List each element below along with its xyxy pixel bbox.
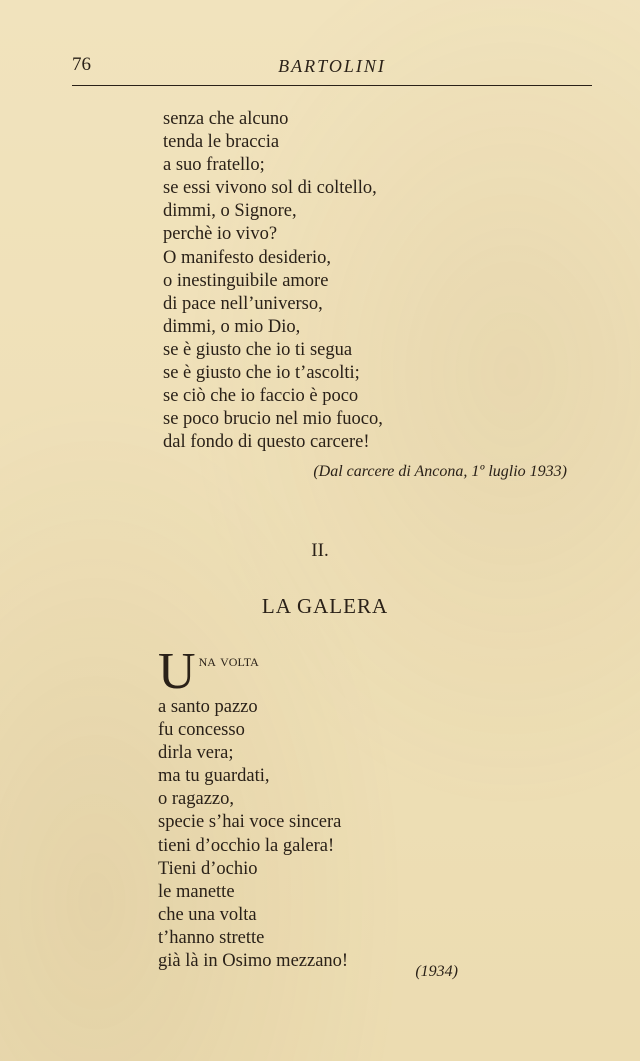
poem-2-text [158, 642, 348, 973]
poem-title: LA GALERA [261, 594, 389, 618]
verse-line: perchè io vivo? [163, 224, 278, 245]
verse-line: se è giusto che io t’ascolti; [163, 363, 360, 384]
verse-line: o ragazzo, [158, 789, 235, 810]
verse-line: se poco brucio nel mio fuoco, [163, 409, 383, 430]
verse-line: t’hanno strette [158, 927, 265, 948]
running-head: BARTOLINI [278, 56, 386, 76]
verse-line: che una volta [158, 904, 257, 925]
verse-line: O manifesto desiderio, [163, 247, 331, 268]
verse-line: le manette [158, 881, 235, 902]
verse-first-line [158, 642, 348, 700]
verse-line: tenda le braccia [163, 132, 280, 153]
verse-line: se ciò che io faccio è poco [163, 386, 359, 407]
verse-line: specie s’hai voce sincera [158, 812, 342, 833]
verse-remaining-lines [158, 696, 348, 973]
verse-line-opening: na volta [198, 651, 259, 670]
verse-line: fu concesso [158, 720, 245, 741]
verse-line: senza che alcuno [163, 109, 289, 129]
verse-line: dirla vera; [158, 743, 234, 764]
date-note: (1934) [415, 963, 458, 980]
section-number: II. [311, 540, 329, 561]
verse-line: ma tu guardati, [158, 766, 270, 787]
page-header [72, 54, 592, 86]
verse-line: se essi vivono sol di coltello, [163, 178, 377, 199]
verse-line: di pace nell’universo, [163, 293, 323, 314]
header-rule [72, 85, 592, 86]
verse-line: a suo fratello; [163, 155, 265, 176]
source-note: (Dal carcere di Ancona, 1º luglio 1933) [313, 463, 567, 480]
verse-line: dal fondo di questo carcere! [163, 432, 370, 453]
verse-line: tieni d’occhio la galera! [158, 835, 335, 856]
verse-line: dimmi, o mio Dio, [163, 316, 301, 337]
verse-line: già là in Osimo mezzano! [158, 951, 349, 972]
drop-cap: U [158, 643, 196, 700]
verse-line: se è giusto che io ti segua [163, 339, 353, 360]
verse-line: dimmi, o Signore, [163, 201, 297, 222]
verse-line: a santo pazzo [158, 697, 258, 717]
poem-1-text [163, 108, 383, 454]
verse-line: Tieni d’ochio [158, 858, 258, 879]
verse-line: o inestinguibile amore [163, 270, 329, 291]
page-number: 76 [72, 54, 91, 75]
